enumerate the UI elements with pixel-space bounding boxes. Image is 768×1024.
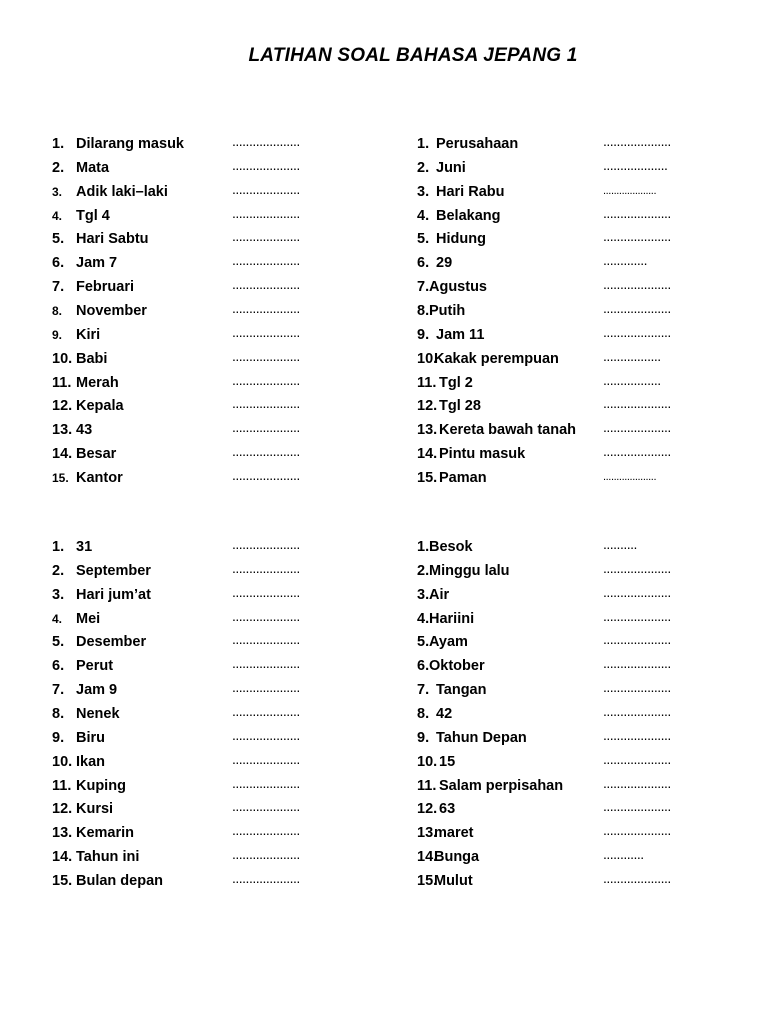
question-row — [417, 394, 717, 418]
question-term: Kiri — [76, 326, 101, 343]
answer-blank: .................... — [232, 822, 300, 839]
question-row — [52, 726, 352, 750]
question-number: 10. — [52, 350, 73, 367]
answer-blank: .................... — [232, 774, 300, 791]
answer-blank: .................... — [232, 395, 300, 412]
question-number: 13. — [52, 825, 73, 842]
question-row — [52, 845, 352, 869]
question-row — [52, 466, 352, 490]
question-row — [52, 156, 352, 180]
question-number: 2. — [52, 562, 65, 579]
question-row — [417, 299, 717, 323]
question-row — [417, 726, 717, 750]
question-row — [52, 323, 352, 347]
question-row — [52, 654, 352, 678]
question-row — [417, 323, 717, 347]
answer-blank: .................... — [232, 583, 300, 600]
answer-blank: .................... — [603, 299, 671, 316]
question-term: 42 — [436, 705, 453, 722]
question-number: 4. — [417, 610, 430, 627]
question-row — [52, 132, 352, 156]
answer-blank: .................... — [232, 869, 300, 886]
question-term: November — [76, 302, 147, 319]
question-term: Tgl 4 — [76, 207, 110, 224]
question-number: 15. — [52, 470, 69, 485]
question-number: 2. — [417, 159, 430, 176]
question-row — [52, 275, 352, 299]
question-number: 2. — [52, 159, 65, 176]
question-row — [52, 702, 352, 726]
answer-blank: .................... — [603, 559, 671, 576]
answer-blank: .................... — [232, 443, 300, 460]
question-number: 3. — [52, 184, 63, 199]
question-row — [417, 869, 717, 893]
question-row — [417, 774, 717, 798]
question-row — [417, 275, 717, 299]
question-term: Juni — [436, 159, 466, 176]
question-number: 2. — [417, 562, 430, 579]
question-term: Nenek — [76, 705, 120, 722]
answer-blank: .................... — [603, 184, 657, 197]
answer-blank: .................... — [232, 631, 300, 648]
question-term: Dilarang masuk — [76, 136, 184, 152]
question-number: 14. — [52, 446, 73, 463]
answer-blank: .................... — [232, 180, 300, 197]
question-number: 14. — [417, 849, 438, 866]
question-number: 5. — [417, 231, 430, 248]
question-number: 12. — [52, 801, 73, 818]
question-term: Ayam — [429, 634, 468, 651]
question-term: Salam perpisahan — [439, 777, 564, 794]
question-row — [417, 845, 717, 869]
answer-blank: .................... — [603, 276, 671, 293]
question-number: 9. — [52, 729, 65, 746]
question-term: Ikan — [76, 753, 106, 770]
answer-blank: .................... — [232, 371, 300, 388]
question-term: Tahun ini — [76, 849, 140, 866]
question-row — [52, 299, 352, 323]
answer-blank: .................... — [603, 323, 671, 340]
question-row — [52, 418, 352, 442]
question-number: 9. — [52, 327, 63, 342]
question-term: Biru — [76, 729, 105, 746]
question-row — [417, 678, 717, 702]
question-term: Kantor — [76, 469, 123, 486]
question-number: 4. — [52, 611, 63, 626]
answer-blank: .................... — [603, 655, 671, 672]
question-term: Kuping — [76, 777, 126, 794]
question-number: 8. — [52, 705, 65, 722]
answer-blank: .................... — [232, 252, 300, 269]
question-term: Minggu lalu — [429, 562, 510, 579]
question-term: 63 — [439, 801, 456, 818]
question-row — [52, 750, 352, 774]
question-term: Hari jum’at — [76, 586, 151, 603]
answer-blank: .................... — [232, 679, 300, 696]
answer-blank: ............. — [603, 252, 648, 269]
answer-blank: ................. — [603, 347, 661, 364]
question-row — [417, 466, 717, 490]
question-number: 6. — [52, 658, 65, 675]
answer-blank: .................... — [232, 156, 300, 173]
question-number: 10. — [417, 753, 438, 770]
question-row — [52, 227, 352, 251]
answer-blank: .................... — [603, 419, 671, 436]
question-term: Tahun Depan — [436, 729, 527, 746]
question-row — [417, 418, 717, 442]
answer-blank: .................... — [603, 470, 657, 483]
question-row — [52, 583, 352, 607]
question-term: Perusahaan — [436, 136, 519, 152]
answer-blank: .................... — [603, 228, 671, 245]
question-term: Hari Rabu — [436, 183, 505, 200]
question-number: 11. — [417, 777, 437, 794]
question-term: Desember — [76, 634, 147, 651]
answer-blank: .................... — [232, 607, 300, 624]
question-term: Jam 11 — [436, 326, 485, 343]
question-term: Putih — [429, 302, 466, 319]
question-term: Mata — [76, 159, 110, 176]
answer-blank: .................... — [603, 631, 671, 648]
question-term: Besok — [429, 539, 473, 555]
answer-blank: .................... — [232, 466, 300, 483]
answer-blank: .................... — [232, 204, 300, 221]
answer-blank: .................... — [232, 559, 300, 576]
question-number: 15. — [52, 872, 73, 889]
question-row — [52, 869, 352, 893]
question-term: Kemarin — [76, 825, 135, 842]
question-row — [52, 559, 352, 583]
question-row — [417, 156, 717, 180]
question-number: 4. — [52, 208, 63, 223]
question-number: 6. — [52, 255, 65, 272]
page-title: LATIHAN SOAL BAHASA JEPANG 1 — [248, 45, 578, 66]
question-row — [52, 774, 352, 798]
question-row — [417, 654, 717, 678]
question-term: Tgl 2 — [439, 374, 473, 391]
answer-blank: .................... — [232, 536, 300, 552]
question-term: Paman — [439, 469, 487, 486]
answer-blank: .................... — [232, 419, 300, 436]
question-row — [52, 371, 352, 395]
question-row — [417, 702, 717, 726]
question-number: 15. — [417, 872, 438, 889]
answer-blank: .................... — [603, 204, 671, 221]
answer-blank: .................... — [603, 702, 671, 719]
question-row — [417, 535, 717, 559]
question-row — [417, 180, 717, 204]
question-term: Babi — [76, 350, 108, 367]
question-number: 12. — [52, 398, 73, 415]
question-term: Oktober — [429, 658, 485, 675]
answer-blank: .................... — [603, 133, 671, 149]
answer-blank: .................... — [232, 299, 300, 316]
question-number: 9. — [417, 326, 430, 343]
answer-blank: .................... — [232, 750, 300, 767]
question-number: 3. — [52, 586, 65, 603]
question-row — [52, 394, 352, 418]
question-number: 4. — [417, 207, 430, 224]
answer-blank: .................... — [603, 726, 671, 743]
answer-blank: .................... — [603, 395, 671, 412]
question-number: 10. — [417, 350, 438, 367]
question-term: September — [76, 562, 151, 579]
question-row — [417, 442, 717, 466]
answer-blank: .................... — [603, 798, 671, 815]
question-term: Bulan depan — [76, 872, 164, 889]
question-term: Perut — [76, 658, 114, 675]
question-row — [417, 583, 717, 607]
answer-blank: .................... — [603, 750, 671, 767]
question-term: Agustus — [429, 279, 487, 296]
answer-blank: .................... — [232, 702, 300, 719]
question-number: 11. — [52, 777, 72, 794]
question-term: Mulut — [434, 872, 473, 889]
question-number: 3. — [417, 586, 430, 603]
question-row — [52, 535, 352, 559]
question-number: 14. — [417, 446, 438, 463]
question-number: 1. — [52, 539, 65, 555]
question-term: Besar — [76, 446, 117, 463]
answer-blank: .................... — [232, 798, 300, 815]
question-term: Tgl 28 — [439, 398, 481, 415]
question-number: 8. — [417, 705, 430, 722]
question-number: 1. — [417, 136, 430, 152]
question-number: 11. — [417, 374, 437, 391]
answer-blank: .................... — [232, 323, 300, 340]
question-row — [417, 227, 717, 251]
question-number: 11. — [52, 374, 72, 391]
answer-blank: .......... — [603, 536, 637, 552]
question-number: 1. — [417, 539, 430, 555]
question-number: 1. — [52, 136, 65, 152]
question-number: 6. — [417, 255, 430, 272]
question-number: 3. — [417, 183, 430, 200]
question-number: 8. — [417, 302, 430, 319]
question-number: 5. — [417, 634, 430, 651]
answer-blank: ............ — [603, 846, 644, 863]
question-row — [417, 204, 717, 228]
question-term: 43 — [76, 422, 93, 439]
question-row — [417, 371, 717, 395]
answer-blank: ................... — [603, 156, 668, 173]
question-number: 7. — [417, 682, 430, 699]
answer-blank: .................... — [603, 443, 671, 460]
answer-blank: .................... — [232, 726, 300, 743]
question-number: 6. — [417, 658, 430, 675]
question-number: 7. — [52, 682, 65, 699]
question-term: Adik laki–laki — [76, 183, 168, 200]
question-row — [52, 347, 352, 371]
question-number: 10. — [52, 753, 73, 770]
question-row — [52, 180, 352, 204]
question-number: 7. — [417, 279, 430, 296]
question-number: 5. — [52, 634, 65, 651]
question-number: 13. — [52, 422, 73, 439]
answer-blank: .................... — [603, 822, 671, 839]
question-row — [417, 797, 717, 821]
answer-blank: ................. — [603, 371, 661, 388]
question-row — [417, 559, 717, 583]
answer-blank: .................... — [232, 228, 300, 245]
question-term: Kakak perempuan — [434, 350, 559, 367]
question-row — [52, 678, 352, 702]
answer-blank: .................... — [232, 347, 300, 364]
question-number: 12. — [417, 398, 438, 415]
question-number: 15. — [417, 469, 438, 486]
question-term: Jam 9 — [76, 682, 118, 699]
question-term: Pintu masuk — [439, 446, 526, 463]
question-row — [52, 630, 352, 654]
question-row — [417, 750, 717, 774]
answer-blank: .................... — [603, 869, 671, 886]
answer-blank: .................... — [232, 846, 300, 863]
answer-blank: .................... — [603, 679, 671, 696]
question-term: Merah — [76, 374, 119, 391]
question-row — [417, 347, 717, 371]
question-row — [52, 442, 352, 466]
answer-blank: .................... — [603, 583, 671, 600]
question-number: 13. — [417, 422, 438, 439]
question-term: Hariini — [429, 610, 475, 627]
question-row — [52, 204, 352, 228]
question-number: 7. — [52, 279, 65, 296]
question-row — [52, 607, 352, 631]
question-term: Hidung — [436, 231, 486, 248]
question-number: 12. — [417, 801, 438, 818]
answer-blank: .................... — [232, 133, 300, 149]
question-number: 14. — [52, 849, 73, 866]
question-row — [52, 821, 352, 845]
question-row — [52, 251, 352, 275]
question-term: Mei — [76, 610, 101, 627]
question-term: maret — [434, 825, 474, 842]
question-term: Kereta bawah tanah — [439, 422, 576, 439]
question-number: 9. — [417, 729, 430, 746]
question-row — [417, 132, 717, 156]
question-number: 13. — [417, 825, 438, 842]
question-term: Februari — [76, 279, 135, 296]
question-term: Bunga — [434, 849, 480, 866]
question-term: Kursi — [76, 801, 114, 818]
question-number: 5. — [52, 231, 65, 248]
question-row — [52, 797, 352, 821]
question-term: Tangan — [436, 682, 487, 699]
answer-blank: .................... — [603, 607, 671, 624]
question-term: Air — [429, 586, 450, 603]
question-row — [417, 821, 717, 845]
question-term: 15 — [439, 753, 456, 770]
question-term: 31 — [76, 539, 93, 555]
answer-blank: .................... — [603, 774, 671, 791]
question-term: Belakang — [436, 207, 501, 224]
question-row — [417, 630, 717, 654]
question-row — [417, 607, 717, 631]
question-term: Jam 7 — [76, 255, 118, 272]
answer-blank: .................... — [232, 276, 300, 293]
question-term: 29 — [436, 255, 453, 272]
question-row — [417, 251, 717, 275]
question-term: Kepala — [76, 398, 124, 415]
answer-blank: .................... — [232, 655, 300, 672]
question-term: Hari Sabtu — [76, 231, 149, 248]
question-number: 8. — [52, 303, 63, 318]
